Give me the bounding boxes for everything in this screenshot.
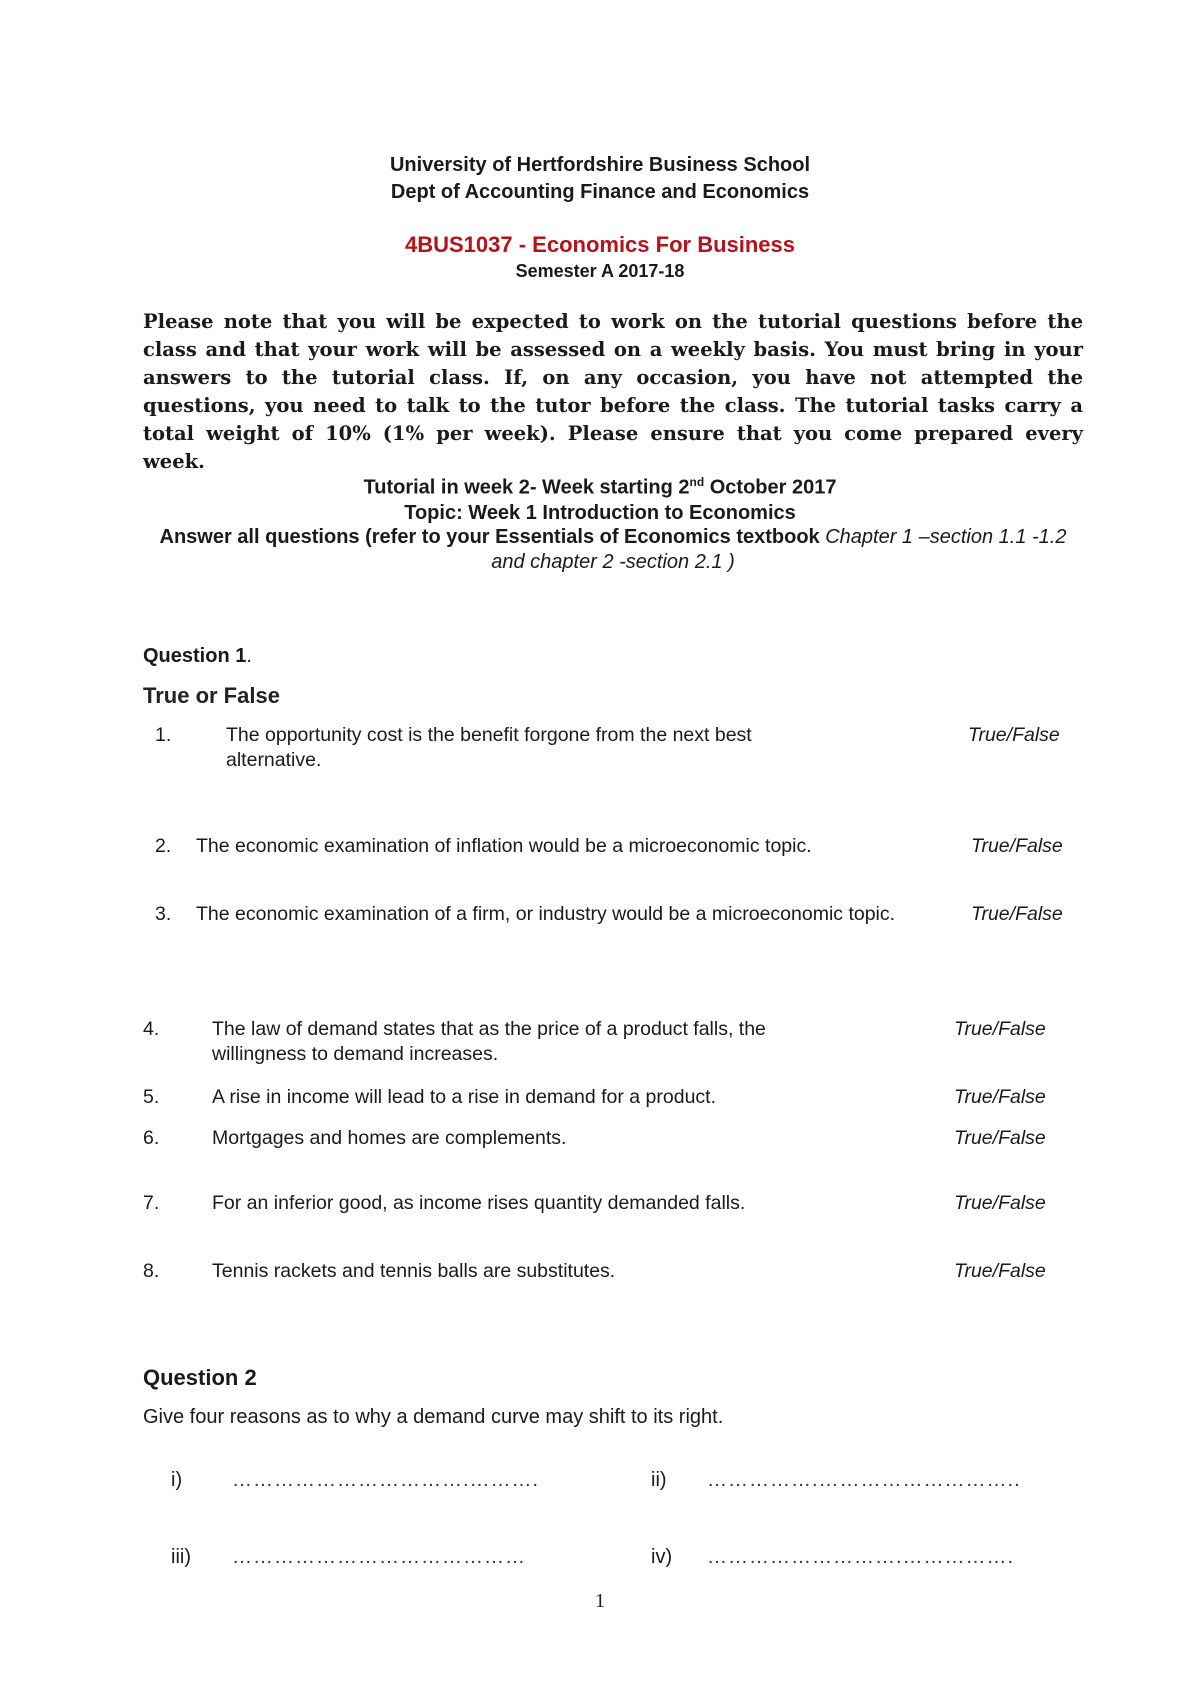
tutorial-week-line	[0, 475, 1200, 500]
tf-item-answer: True/False	[971, 903, 1063, 925]
ordinal-suffix: nd	[689, 475, 705, 489]
tf-item-number: 1.	[155, 724, 172, 746]
tf-item-answer: True/False	[968, 724, 1060, 746]
tf-item-statement: The economic examination of inflation would be a microeconomic topic.	[196, 835, 812, 857]
university-name: University of Hertfordshire Business School	[389, 154, 811, 176]
tf-item-number: 8.	[143, 1260, 160, 1282]
answer-blank[interactable]: …………………………….……….	[232, 1469, 540, 1491]
tf-item-answer: True/False	[954, 1260, 1046, 1282]
answer-instructions-reference: Chapter 1 –section 1.1 -1.2 and chapter 2 -section 2.1 )	[491, 526, 1067, 573]
tutorial-topic: Topic: Week 1 Introduction to Economics	[404, 502, 796, 524]
tf-item-number: 6.	[143, 1127, 160, 1149]
tf-item-answer: True/False	[954, 1018, 1046, 1040]
tutorial-notice: Please note that you will be expected to work on the tutorial questions before the class and that your work will be assessed on a weekly basis. You must bring in your answers to the tutorial class. If, on any occasion, you have not attempted the questions, you need to talk to the tutor before the class. The tutorial tasks carry a total weight of 10% (1% per week). Please ensure that you come prepared every week.	[143, 310, 1083, 473]
tutorial-week-text: Tutorial in week 2- Week starting 2	[363, 476, 690, 499]
tf-item-answer: True/False	[954, 1192, 1046, 1214]
answer-instructions	[143, 525, 1083, 575]
blank-label: ii)	[651, 1469, 667, 1491]
question-1-title-suffix: .	[246, 645, 252, 667]
tf-item-statement: Mortgages and homes are complements.	[212, 1127, 567, 1149]
tf-item-answer: True/False	[954, 1127, 1046, 1149]
tf-item-number: 7.	[143, 1192, 160, 1214]
page-number: 1	[595, 1590, 605, 1612]
question-2-text: Give four reasons as to why a demand curve may shift to its right.	[143, 1406, 724, 1428]
tutorial-month-text: October 2017	[704, 476, 837, 499]
tf-item-statement: A rise in income will lead to a rise in demand for a product.	[212, 1086, 717, 1108]
question-2-title: Question 2	[143, 1365, 257, 1390]
tf-item-statement: For an inferior good, as income rises quantity demanded falls.	[212, 1192, 746, 1214]
tf-item-number: 5.	[143, 1086, 160, 1108]
question-1-heading	[143, 645, 252, 668]
tf-item-statement: The opportunity cost is the benefit forgone from the next best alternative.	[226, 724, 752, 771]
blank-label: iii)	[171, 1546, 191, 1568]
tf-item-answer: True/False	[954, 1086, 1046, 1108]
blank-label: iv)	[651, 1546, 673, 1568]
tf-item-statement: Tennis rackets and tennis balls are substitutes.	[212, 1260, 616, 1282]
true-false-heading: True or False	[143, 683, 280, 708]
tf-item-number: 3.	[155, 903, 172, 925]
tf-item-statement: The economic examination of a firm, or industry would be a microeconomic topic.	[196, 903, 896, 925]
semester-label: Semester A 2017-18	[515, 261, 685, 281]
department-name: Dept of Accounting Finance and Economics	[390, 181, 810, 203]
tf-item-statement: The law of demand states that as the price of a product falls, the willingness to demand increases.	[212, 1018, 766, 1065]
tf-item-number: 4.	[143, 1018, 160, 1040]
course-title: 4BUS1037 - Economics For Business	[404, 232, 796, 257]
tf-item-number: 2.	[155, 835, 172, 857]
answer-blank[interactable]: ……………………….…………….	[707, 1546, 1015, 1568]
question-1-title: Question 1	[143, 645, 247, 667]
answer-blank[interactable]: …………….………………………..	[707, 1469, 1021, 1491]
answer-blank[interactable]: ……………………………………	[232, 1546, 526, 1568]
tf-item-answer: True/False	[971, 835, 1063, 857]
blank-label: i)	[171, 1469, 183, 1491]
answer-instructions-bold: Answer all questions (refer to your Essentials of Economics textbook	[159, 526, 826, 548]
